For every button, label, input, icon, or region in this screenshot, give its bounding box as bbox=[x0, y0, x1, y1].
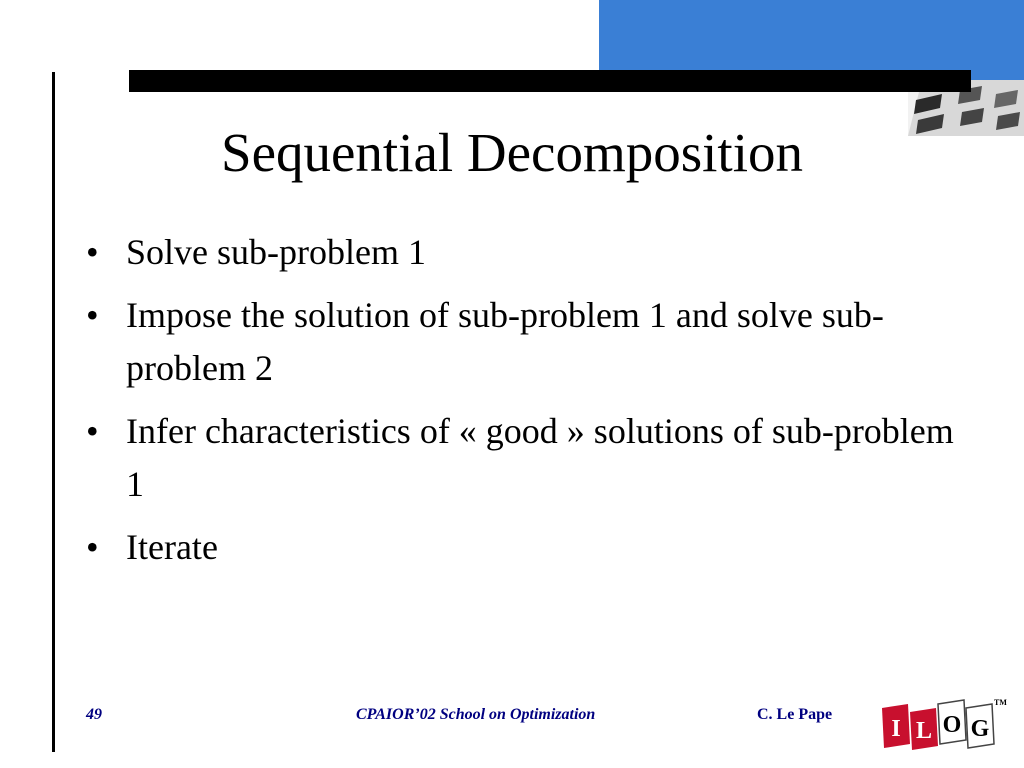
bullet-text: Impose the solution of sub-problem 1 and solve sub-problem 2 bbox=[126, 295, 884, 388]
bullet-text: Iterate bbox=[126, 527, 218, 567]
footer-author: C. Le Pape bbox=[757, 706, 833, 723]
bullet-marker: • bbox=[86, 295, 99, 335]
header-bar bbox=[129, 70, 971, 92]
bullet-text: Infer characteristics of « good » solutions of sub-problem 1 bbox=[126, 411, 954, 504]
bullet-list bbox=[86, 226, 966, 584]
slide-title: Sequential Decomposition bbox=[221, 122, 803, 183]
bullet-marker: • bbox=[86, 527, 99, 567]
logo-trademark: TM bbox=[994, 698, 1007, 707]
logo-letter-o: O bbox=[942, 712, 962, 738]
logo-letter-l: L bbox=[915, 718, 933, 744]
logo-letter-g: G bbox=[970, 716, 990, 742]
bullet-text: Solve sub-problem 1 bbox=[126, 232, 426, 272]
logo-letter-i: I bbox=[891, 716, 901, 742]
bullet-item bbox=[86, 521, 966, 574]
bullet-item bbox=[86, 405, 966, 511]
bullet-item bbox=[86, 226, 966, 279]
bullet-item bbox=[86, 289, 966, 395]
footer-event: CPAIOR’02 School on Optimization bbox=[356, 706, 596, 723]
bullet-marker: • bbox=[86, 232, 99, 272]
bullet-marker: • bbox=[86, 411, 99, 451]
ilog-logo bbox=[880, 696, 1007, 752]
page-number: 49 bbox=[86, 706, 102, 723]
